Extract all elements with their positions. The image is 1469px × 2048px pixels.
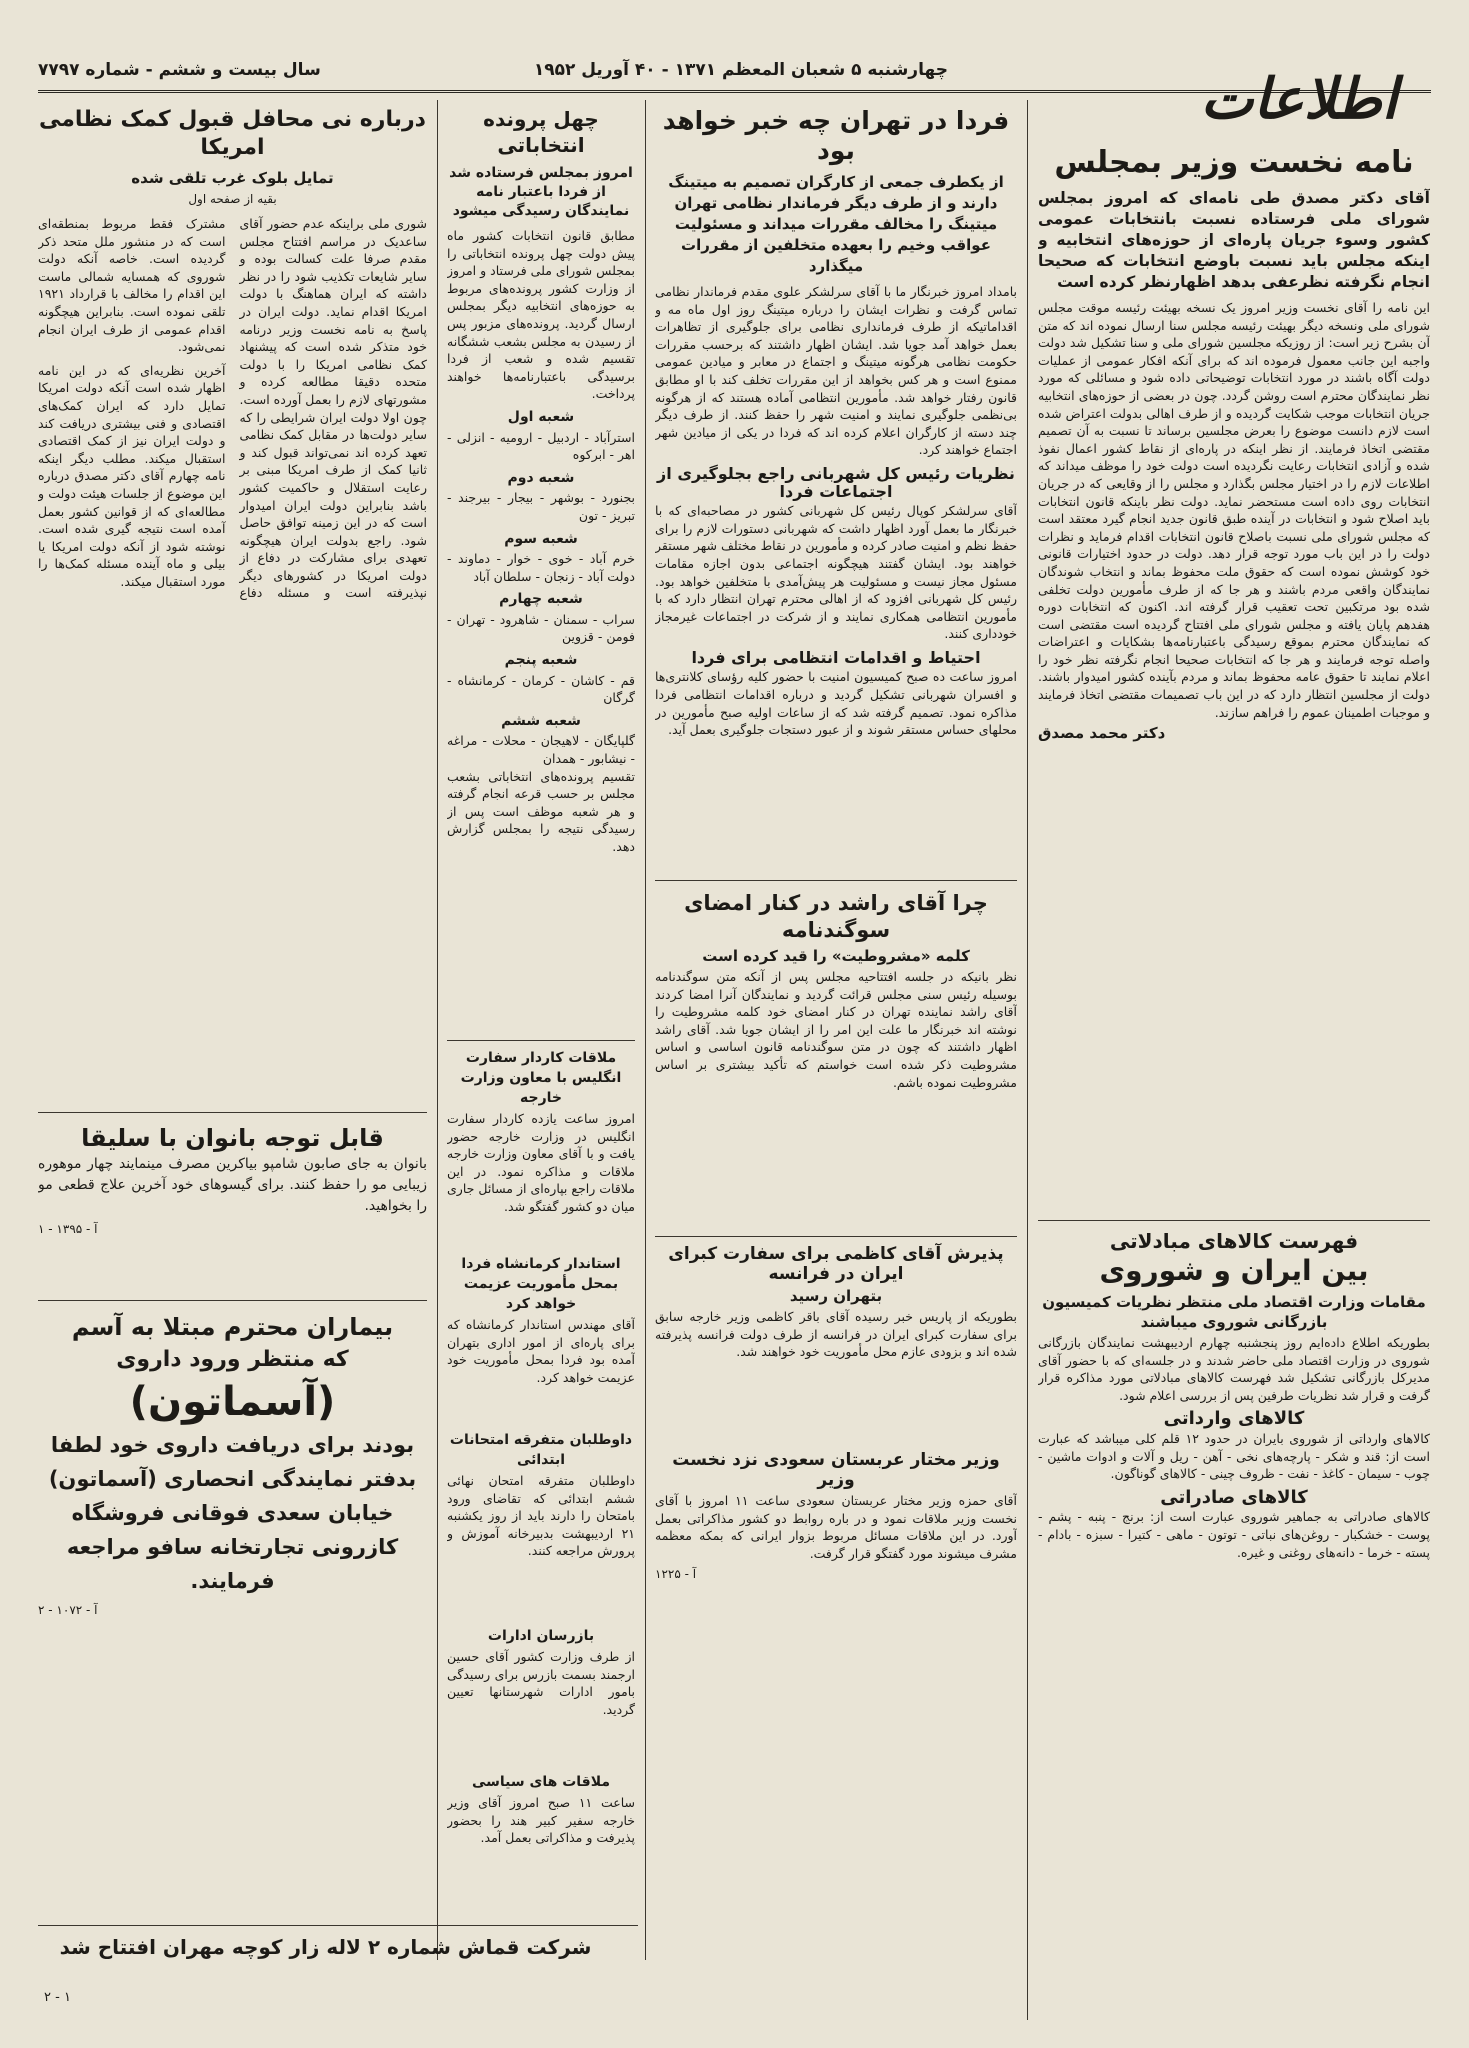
section-divider bbox=[655, 880, 1017, 881]
british-headline: ملاقات کاردار سفارت انگلیس با معاون وزارت خارجه bbox=[460, 1050, 622, 1106]
inspectors-article bbox=[447, 1624, 635, 1764]
saudi-minister-article bbox=[655, 1448, 1017, 1908]
imports-body: کالاهای وارداتی از شوروی بایران در حدود ۱۲ قلم کلی میباشد که عبارت است از: قند و شکر - پارچه‌های نخی - آهن - ریل و آلات و ادوات ماشین - چوب - سیمان - کاغذ - نفت - ظروف چینی - کالاهای گوناگون. bbox=[1038, 1430, 1430, 1482]
inspectors-headline: بازرسان ادارات bbox=[487, 1628, 595, 1644]
branch-list: بجنورد - بوشهر - بیجار - بیرجند - تبریز - تون bbox=[447, 490, 635, 523]
newspaper-logo: اطلاعات bbox=[1200, 66, 1398, 132]
ad-reference: آ - ۱۰۷۲ - ۲ bbox=[38, 1603, 98, 1617]
column-us-military-aid bbox=[38, 102, 427, 1102]
rashed-body: نظر بانیکه در جلسه افتتاحیه مجلس پس از آنکه متن سوگندنامه بوسیله رئیس سنی مجلس قرائت گردید و نمایندگان آنرا امضا کردند آقای راشد نماینده تهران در کنار امضای خود کلمه مشروطیت را نوشته اند خبرنگار ما علت این امر را از ایشان جویا شد. آقای راشد اظهار داشتند که چون در متن سوگندنامه قانون اساسی و اساس مشروطیت ذکر شده است خواستم که تأکید بیشتری بر اساس مشروطیت نموده باشم. bbox=[655, 969, 1017, 1090]
meetings-headline: ملاقات های سیاسی bbox=[471, 1774, 610, 1790]
section-divider bbox=[655, 1236, 1017, 1237]
trade-goods-box bbox=[1038, 1228, 1430, 1958]
asmaton-ad bbox=[38, 1310, 427, 1650]
article-subhead: تمایل بلوک غرب تلقی شده bbox=[131, 169, 334, 187]
section-divider bbox=[38, 1112, 427, 1113]
ad-reference: آ - ۱۳۹۵ - ۱ bbox=[38, 1222, 98, 1236]
branch-list: سراب - سمنان - شاهرود - تهران - فومن - قزوین bbox=[447, 611, 635, 645]
column-rule bbox=[1027, 100, 1028, 2020]
article-signature: دکتر محمد مصدق bbox=[1038, 724, 1166, 743]
exam-article bbox=[447, 1428, 635, 1618]
rashed-oath-article bbox=[655, 888, 1017, 1228]
article-body: این نامه را آقای نخست وزیر امروز یک نسخه بهیئت رئیسه موقت مجلس شورای ملی ونسخه دیگر بهیئت رئیسه مجلس سنا ارسال نموده اند که متن آن بشرح زیر است: از روزیکه مجلسین شورای ملی و سنا تشکیل شد دولت واجبه این جانب معمول فرموده اند که برای آنکه افکار عمومی از عملیات دولت آگاه باشند در مورد انتخابات توضیحاتی داده شود و مسائلی که مورد نظر نمایندگان محترم است روشن گردد. چون در بعضی از حوزه‌های انتخابیه جریان انتخابات موجب شکایت گردیده و از طرف اهالی بدولت اعتراض شده است لازم دانست موضوع را بعرض مجلسین برساند تا نسبت به آن تصمیم مقتضی اتخاذ فرمایند. از نظر اینکه در پاره‌ای از نقاط کشور اعمال نفوذ شده و آزادی انتخابات رعایت نگردیده است دولت خود را موظف میداند که اطلاعات لازم را در اختیار مجلس بگذارد و مجلس را از وقایعی که در جریان انتخابات روی داده است مستحضر نماید. دولت نظر باینکه قانون انتخابات باید اصلاح شود و انتخابات در آینده طبق قانون جدید انجام گیرد معتقد است که مجلس شورای ملی نسبت باصلاح قانون انتخابات اقدام فرماید و نظرات دولت را در این باب مورد توجه قرار دهد. دولت در حدود اختیارات قانونی خود کوشش نموده است که حقوق ملت محفوظ بماند و انتخاب شوندگان نمایندگان واقعی مردم باشند و هر جا که از طرف مأمورین دولت تخلفی شده بود مرتکبین تحت تعقیب قرار گرفته اند. اکنون که انتخابات دوره هفدهم پایان یافته و مجلس شورای ملی افتتاح گردیده است مقتضی است که نمایندگان محترم بموقع رسیدگی باعتبارنامه‌ها بشکایات و اعتراضات واصله توجه فرمایند و هر جا که انتخابات صحیحا انجام نگرفته نظر خود را اعلام نمایند تا حقوق عامه محفوظ بماند و مردم بآینده کشور امیدوار باشند. دولت از مجلسین انتظار دارد که در این باب تصمیمات مقتضی اتخاذ فرمایند و موجبات اطمینان عموم را فراهم سازند. bbox=[1038, 300, 1430, 720]
fabric-shop-ad bbox=[38, 1935, 613, 1979]
continued-note: بقیه از صفحه اول bbox=[188, 192, 277, 206]
issue-date: چهارشنبه ۵ شعبان المعظم ۱۳۷۱ - ۴۰ آوریل ۱۹۵۲ bbox=[533, 60, 948, 80]
article-headline: فردا در تهران چه خبر خواهد بود bbox=[662, 106, 1010, 165]
branch-title: شعبه ششم bbox=[501, 712, 581, 729]
meetings-body: ساعت ۱۱ صبح امروز آقای وزیر خارجه سفیر کبیر هند را بحضور پذیرفت و مذاکراتی بعمل آمد. bbox=[447, 1795, 635, 1846]
column-prime-minister-letter bbox=[1038, 140, 1430, 1210]
trade-box-kicker: مقامات وزارت اقتصاد ملی منتظر نظریات کمیسیون بازرگانی شوروی میباشند bbox=[1042, 1293, 1426, 1331]
kazemi-body: بطوریکه از پاریس خبر رسیده آقای باقر کاظمی وزیر خارجه سابق برای سفارت کبرای ایران در فرانسه از طرف دولت فرانسه پذیرفته شده اند و بزودی عازم محل مأموریت خود خواهند شد. bbox=[655, 1309, 1017, 1360]
exam-headline: داوطلبان متفرقه امتحانات ابتدائی bbox=[449, 1432, 633, 1468]
branch-list: خرم آباد - خوی - خوار - دماوند - دولت آباد - زنجان - سلطان آباد bbox=[447, 551, 635, 584]
article-headline: نامه نخست وزیر بمجلس bbox=[1054, 145, 1414, 180]
section-divider bbox=[38, 1925, 638, 1926]
column-tehran-tomorrow bbox=[655, 102, 1017, 872]
inspectors-body: از طرف وزارت کشور آقای حسین ارجمند بسمت بازرس برای رسیدگی بامور ادارات شهرستانها تعیین گردید. bbox=[447, 1649, 635, 1717]
issue-info: سال بیست و ششم - شماره ۷۷۹۷ bbox=[38, 60, 321, 80]
article-headline: درباره نی محافل قبول کمک نظامی امریکا bbox=[39, 107, 426, 160]
branch-list: استرآباد - اردبیل - ارومیه - انزلی - اهر - ابرکوه bbox=[447, 429, 635, 463]
article-lead: از یکطرف جمعی از کارگران تصمیم به میتینگ دارند و از طرف دیگر فرماندار نظامی تهران میتینگ را مخالف مقررات میداند و مسئولیت عواقب وخیم را بعهده متخلفین از مقررات میگذارد bbox=[668, 173, 1004, 275]
asmaton-ad-title: بیماران محترم مبتلا به آسم bbox=[71, 1313, 394, 1341]
branch-title: شعبه سوم bbox=[504, 530, 578, 547]
article-body-columns bbox=[38, 215, 427, 602]
ad-reference: ۲ - ۱ bbox=[44, 1990, 71, 2005]
article-subhead: نظریات رئیس کل شهربانی راجع بجلوگیری از اجتماعات فردا bbox=[657, 463, 1015, 501]
trade-box-body: بطوریکه اطلاع داده‌ایم روز پنجشنبه چهارم اردیبهشت نمایندگان بازرگانی شوروی در وزارت اقتصاد ملی حاضر شدند و در جلسه‌ای که با حضور آقای مدیرکل بازرگانی تشکیل شد فهرست کالاهای مبادلاتی مورد مذاکره قرار گرفت و قرار شد نظریات طرفین پس از بررسی اعلام شود. bbox=[1038, 1335, 1430, 1403]
section-divider bbox=[1038, 1220, 1430, 1221]
kermanshah-headline: استاندار کرمانشاه فردا بمحل مأموریت عزیمت خواهد کرد bbox=[461, 1256, 621, 1312]
rashed-headline: چرا آقای راشد در کنار امضای سوگندنامه bbox=[684, 891, 988, 942]
exports-title: کالاهای صادراتی bbox=[1160, 1486, 1308, 1508]
imports-title: کالاهای وارداتی bbox=[1163, 1408, 1305, 1430]
shampoo-ad-title: قابل توجه بانوان با سلیقا bbox=[81, 1124, 384, 1152]
kazemi-article bbox=[655, 1242, 1017, 1442]
article-headline: چهل پرونده انتخاباتی bbox=[483, 107, 599, 157]
british-envoy-article bbox=[447, 1046, 635, 1246]
trade-box-subtitle: بین ایران و شوروی bbox=[1099, 1254, 1369, 1287]
saudi-headline: وزیر مختار عربستان سعودی نزد نخست وزیر bbox=[672, 1450, 1000, 1490]
column-forty-files bbox=[447, 102, 635, 1032]
exports-body: کالاهای صادراتی به جماهیر شوروی عبارت است از: برنج - پنبه - پشم - پوست - خشکبار - روغن‌های نباتی - توتون - ماهی - کتیرا - سبزه - بادام - پسته - خرما - دانه‌های روغنی و غیره. bbox=[1038, 1509, 1430, 1560]
british-body: امروز ساعت یازده کاردار سفارت انگلیس در وزارت خارجه حضور یافت و با آقای معاون وزارت خارجه ملاقات و مذاکره نمود. در این ملاقات راجع بپاره‌ای از مسائل جاری میان دو کشور گفتگو شد. bbox=[447, 1111, 635, 1214]
asmaton-ad-name: (آسماتون) bbox=[129, 1379, 336, 1425]
asmaton-ad-line: که منتظر ورود داروی bbox=[116, 1347, 349, 1372]
article-body: مطابق قانون انتخابات کشور ماه پیش دولت چهل پرونده انتخاباتی را بمجلس شورای ملی فرستاد و امروز از وزارت کشور پرونده‌های مربوط به حوزه‌های انتخابیه دیگر بمجلس ارسال گردید. پرونده‌های مزبور پس از رسیدن به مجلس بشعب ششگانه تقسیم شده و شعب از فردا برسیدگی باعتبارنامه‌ها خواهند پرداخت. bbox=[447, 228, 635, 402]
article-body: شوری ملی براینکه عدم حضور آقای ساعدیک در مراسم افتتاح مجلس مقدم صرفا علت کسالت بوده و سایر شایعات تکذیب شود را در نظر داشته که ایران هماهنگ با دولت امریکا اقدام نماید. دولت ایران در پاسخ به نامه نخست وزیر درنامه خود متذکر شده است که پیشنهاد کمک نظامی امریکا را با دولت متحده دقیقا مطالعه کرده و مشورتهای لازم را بعمل آورده است. چون اولا دولت ایران شرایطی را که سایر دولت‌ها در مقابل کمک نظامی تعهد کرده اند نمی‌تواند قبول کند و ثانیا کمک از طرف امریکا مبنی بر رعایت استقلال و حاکمیت کشور باشد بنابراین دولت ایران امیدوار است که در این زمینه توافق حاصل شود. راجع بدولت ایران هیچگونه تعهدی برای مشارکت در دفاع از دولت امریکا در کشورهای دیگر نپذیرفته است و مسئله دفاع مشترک فقط مربوط بمنطقه‌ای است که در منشور ملل متحد ذکر گردیده است. خاصه آنکه دولت شوروی که همسایه شمالی ماست این اقدام را مخالف با قرارداد ۱۹۲۱ تلقی نموده است. بنابراین هیچگونه اقدام عمومی از طرف ایران انجام نمی‌شود. bbox=[38, 216, 427, 601]
article-tail: تقسیم پرونده‌های انتخاباتی بشعب مجلس بر حسب قرعه انجام گرفته و هر شعبه موظف است پس از رسیدگی نتیجه را بمجلس گزارش دهد. bbox=[447, 768, 635, 854]
fabric-shop-ad-text: شرکت قماش شماره ۲ لاله زار کوچه مهران افتتاح شد bbox=[59, 1935, 592, 1959]
column-rule bbox=[645, 100, 646, 1960]
branch-list: گلپایگان - لاهیجان - محلات - مراغه - نیشابور - همدان bbox=[447, 733, 635, 767]
branch-list: قم - کاشان - کرمان - کرمانشاه - گرگان bbox=[447, 672, 635, 706]
branch-title: شعبه پنجم bbox=[504, 652, 578, 669]
article-body-2: آقای سرلشکر کوپال رئیس کل شهربانی کشور در مصاحبه‌ای که با خبرنگار ما بعمل آورد اظهار داشت که شهربانی دستورات لازم را برای حفظ نظم و امنیت صادر کرده و مأمورین در نقاط مختلف شهر مستقر خواهند بود. ایشان گفتند هیچگونه اجتماعی بدون اجازه مقامات مسئول مجاز نیست و مسئولیت هر پیش‌آمدی با متخلفین خواهد بود. رئیس کل شهربانی افزود که از اهالی محترم تهران انتظار دارد که با مأمورین انتظامی همکاری نمایند و از شرکت در اجتماعات غیرمجاز خودداری کنند. bbox=[655, 503, 1017, 642]
kazemi-subhead: بتهران رسید bbox=[789, 1287, 883, 1305]
asmaton-ad-body: بودند برای دریافت داروی خود لطفا بدفتر نمایندگی انحصاری (آسماتون) خیابان سعدی فوقانی فروشگاه کازرونی تجارتخانه سافو مراجعه فرمایند. bbox=[48, 1433, 417, 1593]
trade-box-title: فهرست کالاهای مبادلاتی bbox=[1109, 1229, 1359, 1253]
kermanshah-body: آقای مهندس استاندار کرمانشاه که برای پاره‌ای از امور اداری بتهران آمده بود فردا بمحل مأموریت خود عزیمت خواهد کرد. bbox=[447, 1317, 635, 1385]
kazemi-headline: پذیرش آقای کاظمی برای سفارت کبرای ایران در فرانسه bbox=[668, 1244, 1004, 1284]
ad-reference: آ - ۱۲۲۵ bbox=[655, 1567, 697, 1582]
exam-body: داوطلبان متفرقه امتحان نهائی ششم ابتدائی که تقاضای ورود بامتحان را دارند باید از روز یکشنبه ۲۱ اردیبهشت بدبیرخانه آموزش و پرورش مراجعه کنند. bbox=[447, 1473, 635, 1559]
kermanshah-article bbox=[447, 1252, 635, 1422]
branch-title: شعبه دوم bbox=[507, 469, 575, 486]
branch-title: شعبه چهارم bbox=[499, 591, 583, 608]
branch-title: شعبه اول bbox=[507, 408, 575, 425]
political-meetings-article bbox=[447, 1770, 635, 1910]
article-subhead: احتیاط و اقدامات انتظامی برای فردا bbox=[691, 647, 981, 667]
rashed-subhead: کلمه «مشروطیت» را قید کرده است bbox=[702, 947, 970, 965]
section-divider bbox=[447, 1040, 635, 1041]
column-rule bbox=[437, 100, 438, 1960]
article-body: بامداد امروز خبرنگار ما با آقای سرلشکر علوی مقدم فرماندار نظامی تماس گرفت و نظرات ایشان را درباره میتینگ روز اول ماه مه و اقداماتیکه از طرف فرمانداری نظامی برای جلوگیری از تظاهرات بعمل خواهد آمد جویا شد. ایشان اظهار داشتند که برحسب مقررات حکومت نظامی هرگونه میتینگ و اجتماع در معابر و میادین عمومی ممنوع است و هر کس بخواهد از این مقررات تخلف کند با او مطابق قانون رفتار خواهد شد. مأمورین انتظامی آماده هستند که از هرگونه بی‌نظمی جلوگیری نمایند و امنیت شهر را حفظ کنند. از طرف دیگر چند دسته از کارگران اعلام کرده اند که فردا در یکی از میادین شهر اجتماع خواهند کرد. bbox=[655, 284, 1017, 458]
article-lead: امروز بمجلس فرستاده شد از فردا باعتبار نامه نمایندگان رسیدگی میشود bbox=[449, 165, 633, 219]
article-lead: آقای دکتر مصدق طی نامه‌ای که امروز بمجلس شورای ملی فرستاده نسبت بانتخابات عمومی کشور وسوء جریان پاره‌ای از حوزه‌های انتخابیه و اینکه مجلس باید نسبت باوضع انتخابات که صحیحا انجام نگرفته نظرعفی بدهد اظهارنظر کرده است bbox=[1038, 189, 1430, 291]
shampoo-ad bbox=[38, 1122, 427, 1292]
saudi-body: آقای حمزه وزیر مختار عربستان سعودی ساعت ۱۱ امروز با آقای نخست وزیر ملاقات نمود و در باره روابط دو کشور مذاکراتی بعمل آورد. در این ملاقات مسائل مربوط بزوار ایرانی که بمکه معظمه مشرف میشوند مورد گفتگو قرار گرفت. bbox=[655, 1493, 1017, 1561]
section-divider bbox=[38, 1300, 427, 1301]
article-body-3: امروز ساعت ده صبح کمیسیون امنیت با حضور کلیه رؤسای کلانتری‌ها و افسران شهربانی تشکیل گردید و درباره اقدامات انتظامی فردا مذاکره نمود. تصمیم گرفته شد که از ساعات اولیه صبح مأمورین در محلهای حساس مستقر شوند و از عبور دستجات جلوگیری بعمل آید. bbox=[655, 669, 1017, 738]
article-body-2: آخرین نظریه‌ای که در این نامه اظهار شده است آنکه دولت امریکا تمایل دارد که ایران کمک‌های اقتصادی و فنی بیشتری دریافت کند و دولت ایران نیز از کمک اقتصادی استقبال میکند. مطلب دیگر اینکه نامه چهارم آقای دکتر مصدق درباره این موضوع از جلسات هیئت دولت و مطالعه‌ای که از قوانین کشور بعمل آمده است نتیجه گیری شده است. نوشته شود از آنکه دولت امریکا یا بیلی و ماه آینده مسئله کمک‌ها را مورد استقبال میکند. bbox=[38, 362, 226, 589]
shampoo-ad-body: بانوان به جای صابون شامپو بیاکرین مصرف مینمایند چهار موهوره زیبایی مو را حفظ کنند. برای گیسوهای خود آخرین علاج قطعی مو را بخواهید. bbox=[38, 1156, 427, 1214]
